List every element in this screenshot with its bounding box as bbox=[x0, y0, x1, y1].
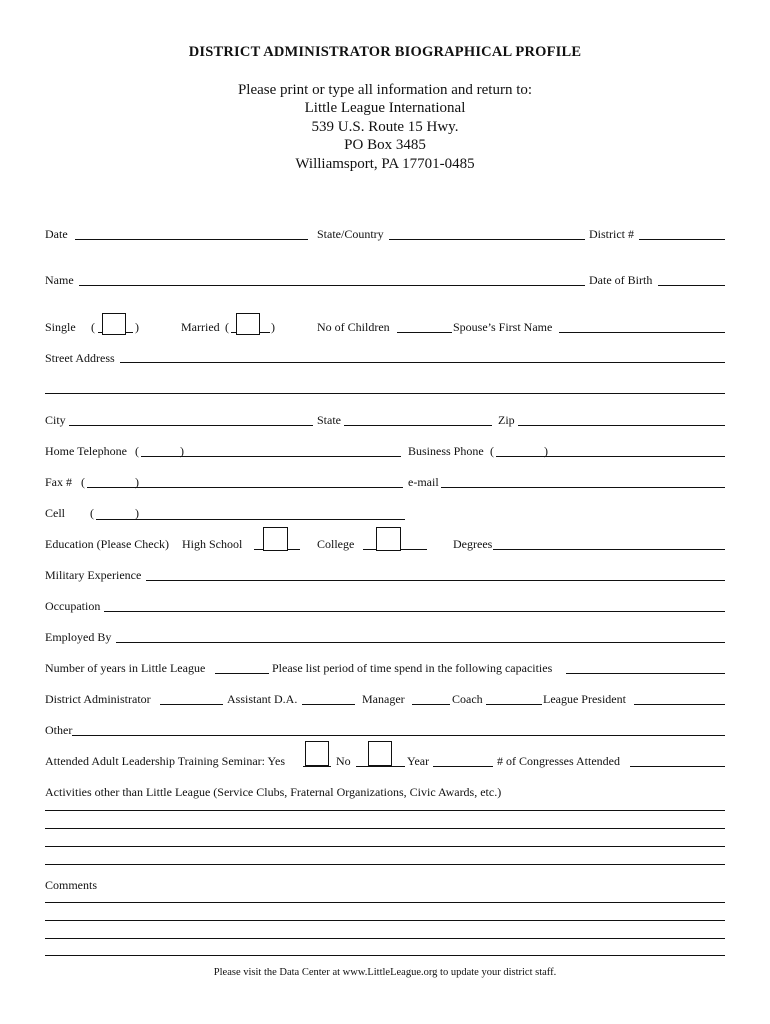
years-ll-field[interactable] bbox=[215, 673, 269, 674]
name-field[interactable] bbox=[79, 285, 585, 286]
district-number-field[interactable] bbox=[639, 239, 725, 240]
instructions-text: Please print or type all information and return to: bbox=[237, 82, 533, 98]
activities-line-3[interactable] bbox=[45, 846, 725, 847]
fax-field[interactable] bbox=[87, 487, 403, 488]
date-field[interactable] bbox=[75, 239, 308, 240]
spouse-field[interactable] bbox=[559, 332, 725, 333]
name-label: Name bbox=[45, 273, 74, 287]
employed-by-label: Employed By bbox=[45, 630, 112, 644]
years-ll-label: Number of years in Little League bbox=[45, 661, 206, 675]
degrees-label: Degrees bbox=[453, 537, 493, 551]
activities-line-2[interactable] bbox=[45, 828, 725, 829]
comments-line-3[interactable] bbox=[45, 938, 725, 939]
cell-paren-close: ) bbox=[135, 506, 139, 520]
high-school-checkbox[interactable] bbox=[263, 527, 288, 551]
city-label: City bbox=[45, 413, 66, 427]
college-label: College bbox=[317, 537, 355, 551]
state-field[interactable] bbox=[344, 425, 492, 426]
city-field[interactable] bbox=[69, 425, 313, 426]
address-line-1: Little League International bbox=[304, 100, 466, 116]
military-label: Military Experience bbox=[45, 568, 142, 582]
seminar-yes-checkbox[interactable] bbox=[305, 741, 329, 766]
other-field[interactable] bbox=[72, 735, 725, 736]
district-admin-field[interactable] bbox=[160, 704, 223, 705]
other-label: Other bbox=[45, 723, 73, 737]
street-label: Street Address bbox=[45, 351, 115, 365]
business-paren-open: ( bbox=[490, 444, 494, 458]
business-phone-field[interactable] bbox=[496, 456, 725, 457]
married-checkbox[interactable] bbox=[236, 313, 260, 335]
period-field[interactable] bbox=[566, 673, 725, 674]
coach-label: Coach bbox=[452, 692, 483, 706]
home-tel-paren-open: ( bbox=[135, 444, 139, 458]
business-phone-label: Business Phone bbox=[408, 444, 484, 458]
education-label: Education (Please Check) bbox=[45, 537, 169, 551]
occupation-field[interactable] bbox=[104, 611, 725, 612]
email-field[interactable] bbox=[441, 487, 725, 488]
street-field-line-2[interactable] bbox=[45, 393, 725, 394]
home-tel-paren-close: ) bbox=[180, 444, 184, 458]
fax-paren-open: ( bbox=[81, 475, 85, 489]
address-line-4: Williamsport, PA 17701-0485 bbox=[295, 156, 475, 172]
congresses-field[interactable] bbox=[630, 766, 725, 767]
degrees-field[interactable] bbox=[493, 549, 725, 550]
activities-line-1[interactable] bbox=[45, 810, 725, 811]
single-paren-open: ( bbox=[91, 320, 95, 334]
form-title: DISTRICT ADMINISTRATOR BIOGRAPHICAL PROFILE bbox=[188, 44, 582, 60]
seminar-no-checkbox[interactable] bbox=[368, 741, 392, 766]
spouse-label: Spouse’s First Name bbox=[453, 320, 553, 334]
seminar-no-label: No bbox=[336, 754, 351, 768]
street-field[interactable] bbox=[120, 362, 725, 363]
single-paren-close: ) bbox=[135, 320, 139, 334]
manager-label: Manager bbox=[362, 692, 405, 706]
seminar-yes-underline bbox=[303, 766, 331, 767]
state-label: State bbox=[317, 413, 341, 427]
league-president-field[interactable] bbox=[634, 704, 725, 705]
seminar-no-underline bbox=[356, 766, 405, 767]
employed-by-field[interactable] bbox=[116, 642, 725, 643]
district-number-label: District # bbox=[589, 227, 634, 241]
address-line-2: 539 U.S. Route 15 Hwy. bbox=[311, 119, 459, 135]
business-paren-close: ) bbox=[544, 444, 548, 458]
zip-label: Zip bbox=[498, 413, 515, 427]
occupation-label: Occupation bbox=[45, 599, 101, 613]
coach-field[interactable] bbox=[486, 704, 542, 705]
district-admin-label: District Administrator bbox=[45, 692, 151, 706]
dob-field[interactable] bbox=[658, 285, 725, 286]
assistant-da-field[interactable] bbox=[302, 704, 355, 705]
married-paren-close: ) bbox=[271, 320, 275, 334]
manager-field[interactable] bbox=[412, 704, 450, 705]
single-label: Single bbox=[45, 320, 76, 334]
comments-label: Comments bbox=[45, 878, 98, 892]
league-president-label: League President bbox=[543, 692, 626, 706]
assistant-da-label: Assistant D.A. bbox=[227, 692, 298, 706]
date-label: Date bbox=[45, 227, 68, 241]
year-label: Year bbox=[407, 754, 430, 768]
cell-paren-open: ( bbox=[90, 506, 94, 520]
state-country-field[interactable] bbox=[389, 239, 585, 240]
footer-note: Please visit the Data Center at www.LittleLeague.org to update your district staff. bbox=[213, 967, 557, 978]
state-country-label: State/Country bbox=[317, 227, 384, 241]
cell-field[interactable] bbox=[96, 519, 405, 520]
college-checkbox[interactable] bbox=[376, 527, 401, 551]
seminar-label: Attended Adult Leadership Training Seminar: Yes bbox=[45, 754, 285, 768]
high-school-label: High School bbox=[182, 537, 243, 551]
home-telephone-field[interactable] bbox=[141, 456, 401, 457]
year-field[interactable] bbox=[433, 766, 493, 767]
children-field[interactable] bbox=[397, 332, 452, 333]
activities-line-4[interactable] bbox=[45, 864, 725, 865]
zip-field[interactable] bbox=[518, 425, 725, 426]
cell-label: Cell bbox=[45, 506, 65, 520]
military-field[interactable] bbox=[146, 580, 725, 581]
comments-line-1[interactable] bbox=[45, 902, 725, 903]
comments-line-4[interactable] bbox=[45, 955, 725, 956]
fax-label: Fax # bbox=[45, 475, 72, 489]
address-line-3: PO Box 3485 bbox=[344, 137, 426, 153]
married-label: Married bbox=[181, 320, 220, 334]
congresses-label: # of Congresses Attended bbox=[497, 754, 620, 768]
email-label: e-mail bbox=[408, 475, 439, 489]
activities-label: Activities other than Little League (Service Clubs, Fraternal Organizations, Civic Awards, etc.) bbox=[45, 785, 502, 799]
fax-paren-close: ) bbox=[135, 475, 139, 489]
dob-label: Date of Birth bbox=[589, 273, 653, 287]
comments-line-2[interactable] bbox=[45, 920, 725, 921]
period-label: Please list period of time spend in the following capacities bbox=[272, 661, 553, 675]
single-checkbox[interactable] bbox=[102, 313, 126, 335]
children-label: No of Children bbox=[317, 320, 390, 334]
home-telephone-label: Home Telephone bbox=[45, 444, 127, 458]
married-paren-open: ( bbox=[225, 320, 229, 334]
